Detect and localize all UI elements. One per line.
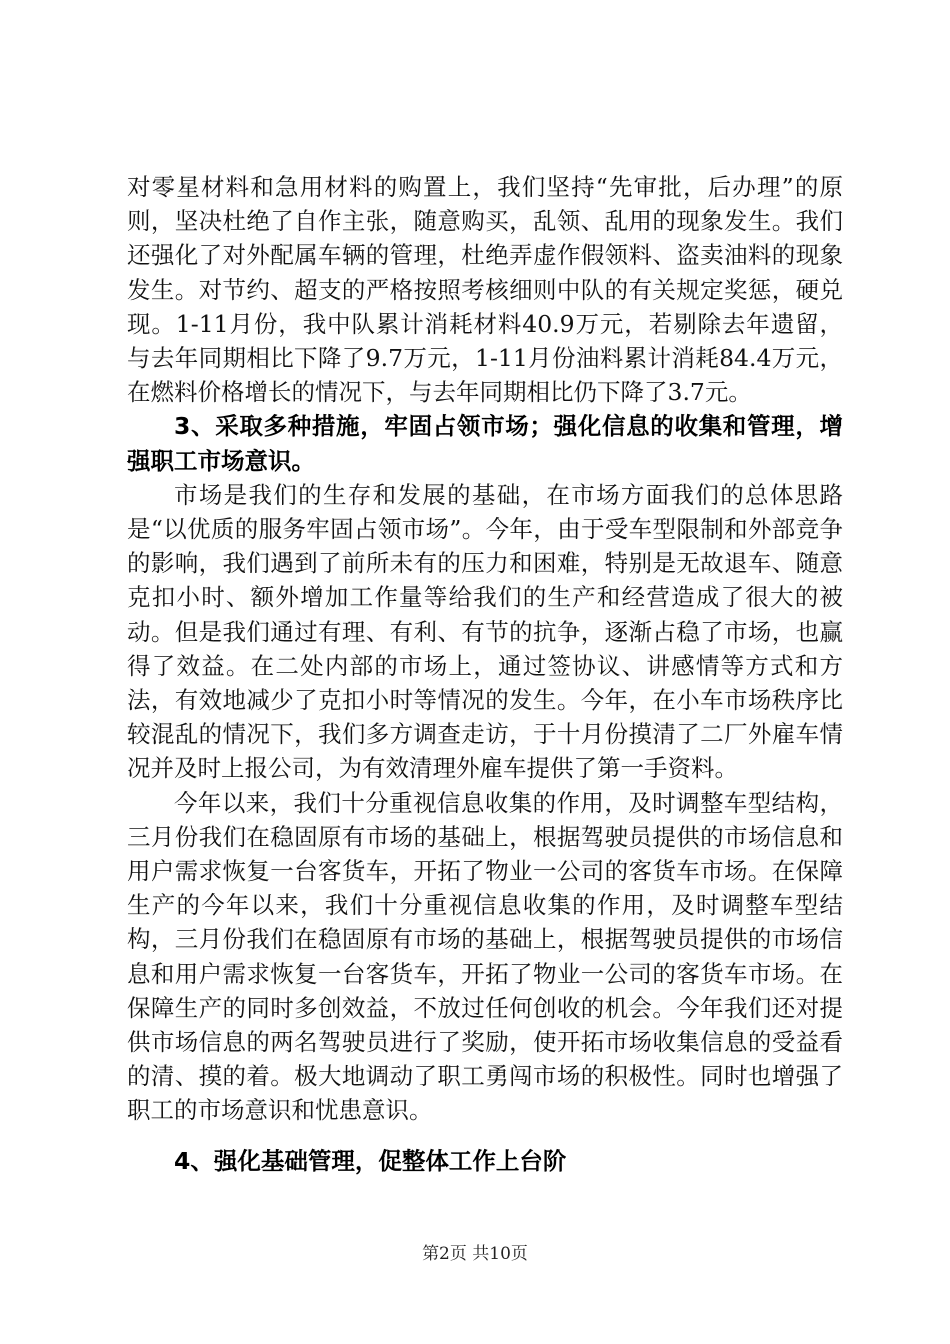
- paragraph-material-control: 对零星材料和急用材料的购置上，我们坚持“先审批，后办理”的原则，坚决杜绝了自作主张，随意购买，乱领、乱用的现象发生。我们还强化了对外配属车辆的管理，杜绝弄虚作假领料、盗卖油料的现象发生。对节约、超支的严格按照考核细则中队的有关规定奖惩，硬兑现。1-11月份，我中队累计消耗材料40.9万元，若剔除去年遗留，与去年同期相比下降了9.7万元，1-11月份油料累计消耗84.4万元，在燃料价格增长的情况下，与去年同期相比仍下降了3.7元。: [127, 173, 843, 407]
- section-heading-3: 3、采取多种措施，牢固占领市场；强化信息的收集和管理，增强职工市场意识。: [127, 412, 843, 475]
- document-body: [127, 170, 843, 1178]
- paragraph-market-strategy: 市场是我们的生存和发展的基础，在市场方面我们的总体思路是“以优质的服务牢固占领市场”。今年，由于受车型限制和外部竞争的影响，我们遇到了前所未有的压力和困难，特别是无故退车、随意克扣小时、额外增加工作量等给我们的生产和经营造成了很大的被动。但是我们通过有理、有利、有节的抗争，逐渐占稳了市场，也赢得了效益。在二处内部的市场上，通过签协议、讲感情等方式和方法，有效地减少了克扣小时等情况的发生。今年，在小车市场秩序比较混乱的情况下，我们多方调查走访，于十月份摸清了二厂外雇车情况并及时上报公司，为有效清理外雇车提供了第一手资料。: [127, 480, 843, 783]
- section-heading-4: 4、强化基础管理，促整体工作上台阶: [174, 1146, 567, 1175]
- page-number-footer: 第2页 共10页: [422, 1244, 528, 1264]
- paragraph-information-collection: 今年以来，我们十分重视信息收集的作用，及时调整车型结构，三月份我们在稳固原有市场的基础上，根据驾驶员提供的市场信息和用户需求恢复一台客货车，开拓了物业一公司的客货车市场。在保障生产的今年以来，我们十分重视信息收集的作用，及时调整车型结构，三月份我们在稳固原有市场的基础上，根据驾驶员提供的市场信息和用户需求恢复一台客货车，开拓了物业一公司的客货车市场。在保障生产的同时多创效益，不放过任何创收的机会。今年我们还对提供市场信息的两名驾驶员进行了奖励，使开拓市场收集信息的受益看的清、摸的着。极大地调动了职工勇闯市场的积极性。同时也增强了职工的市场意识和忧患意识。: [127, 788, 843, 1125]
